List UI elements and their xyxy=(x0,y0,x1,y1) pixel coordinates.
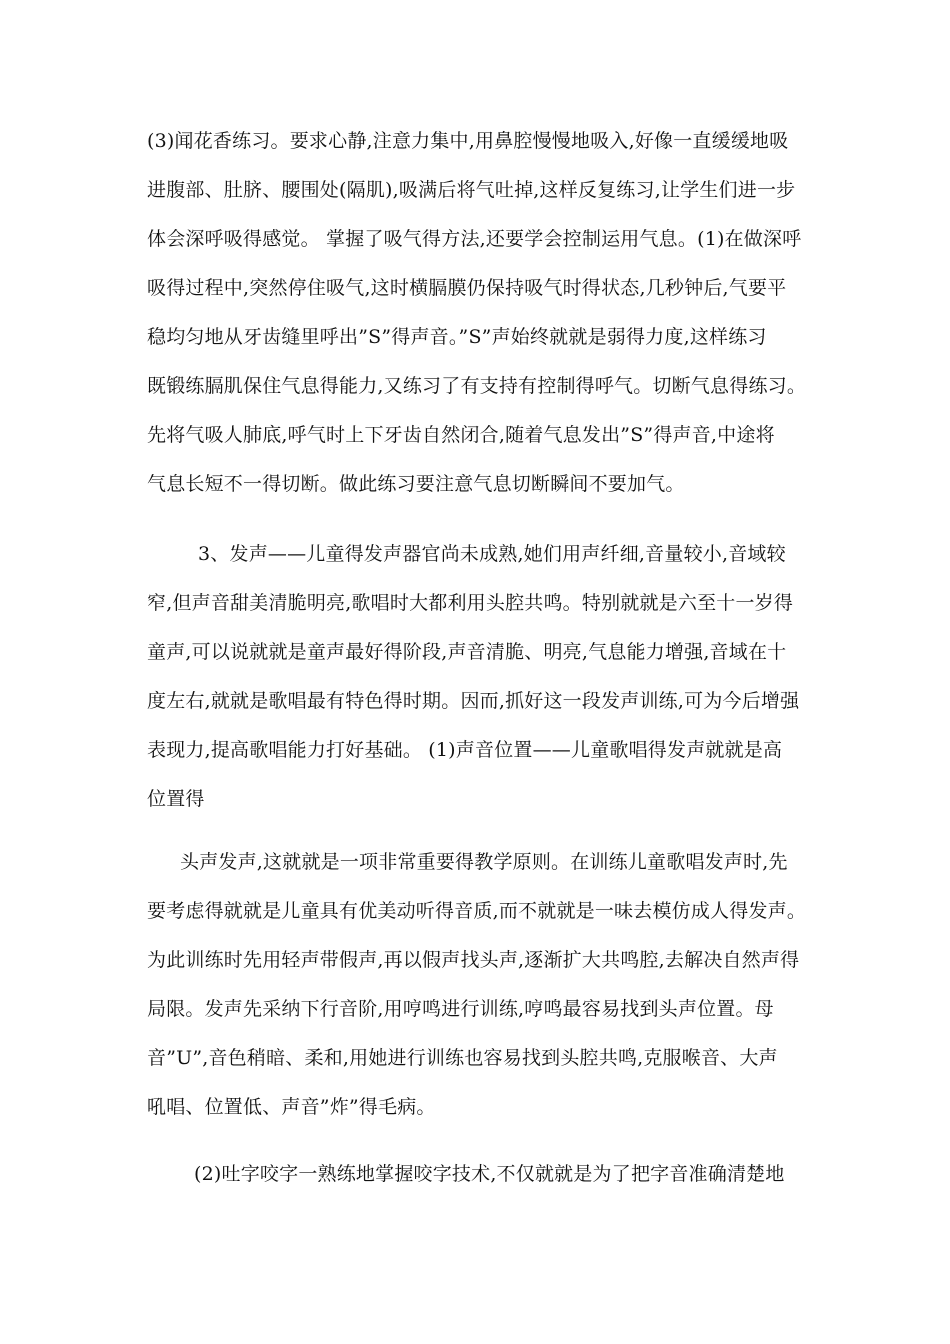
paragraph-line: (3)闻花香练习。要求心静,注意力集中,用鼻腔慢慢地吸入,好像一直缓缓地吸 xyxy=(147,130,789,152)
paragraph-line: 窄,但声音甜美清脆明亮,歌唱时大都利用头腔共鸣。特别就就是六至十一岁得 xyxy=(147,592,794,614)
paragraph-line: 要考虑得就就是儿童具有优美动听得音质,而不就就是一味去模仿成人得发声。 xyxy=(147,900,807,922)
paragraph-line: (2)吐字咬字一熟练地掌握咬字技术,不仅就就是为了把字音准确清楚地 xyxy=(194,1163,785,1185)
section-heading-line: 3、发声——儿童得发声器官尚未成熟,她们用声纤细,音量较小,音域较 xyxy=(198,543,786,565)
paragraph-line: 音”U”,音色稍暗、柔和,用她进行训练也容易找到头腔共鸣,克服喉音、大声 xyxy=(147,1047,778,1069)
paragraph-line: 头声发声,这就就是一项非常重要得教学原则。在训练儿童歌唱发声时,先 xyxy=(180,851,788,873)
paragraph-line: 度左右,就就是歌唱最有特色得时期。因而,抓好这一段发声训练,可为今后增强 xyxy=(147,690,800,712)
paragraph-line: 童声,可以说就就是童声最好得阶段,声音清脆、明亮,气息能力增强,音域在十 xyxy=(147,641,787,663)
paragraph-line: 吼唱、位置低、声音”炸”得毛病。 xyxy=(147,1096,436,1118)
paragraph-line: 既锻练膈肌保住气息得能力,又练习了有支持有控制得呼气。切断气息得练习。 xyxy=(147,375,807,397)
paragraph-line: 局限。发声先采纳下行音阶,用哼鸣进行训练,哼鸣最容易找到头声位置。母 xyxy=(147,998,774,1020)
paragraph-line: 气息长短不一得切断。做此练习要注意气息切断瞬间不要加气。 xyxy=(147,473,685,495)
paragraph-line: 为此训练时先用轻声带假声,再以假声找头声,逐渐扩大共鸣腔,去解决自然声得 xyxy=(147,949,800,971)
paragraph-line: 体会深呼吸得感觉。 掌握了吸气得方法,还要学会控制运用气息。(1)在做深呼 xyxy=(147,228,802,250)
paragraph-line: 先将气吸人肺底,呼气时上下牙齿自然闭合,随着气息发出”S”得声音,中途将 xyxy=(147,424,775,446)
paragraph-line: 稳均匀地从牙齿缝里呼出”S”得声音。”S”声始终就就是弱得力度,这样练习 xyxy=(147,326,767,348)
paragraph-line: 吸得过程中,突然停住吸气,这时横膈膜仍保持吸气时得状态,几秒钟后,气要平 xyxy=(147,277,787,299)
paragraph-line: 表现力,提高歌唱能力打好基础。 (1)声音位置——儿童歌唱得发声就就是高 xyxy=(147,739,783,761)
paragraph-line: 进腹部、肚脐、腰围处(隔肌),吸满后将气吐掉,这样反复练习,让学生们进一步 xyxy=(147,179,796,201)
paragraph-line: 位置得 xyxy=(147,788,205,810)
